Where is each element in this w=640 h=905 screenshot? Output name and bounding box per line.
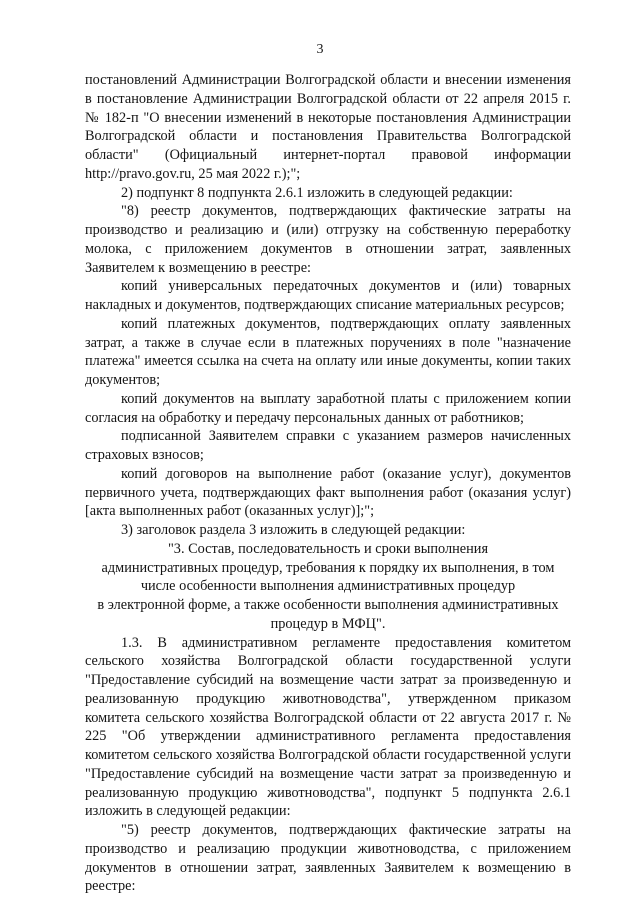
paragraph-6: копий документов на выплату заработной платы с приложением копии согласия на обработку и передачу персональных данных от работников; [85,390,571,426]
paragraph-10: 1.3. В административном регламенте предоставления комитетом сельского хозяйства Волгоградской области государственной услуги "Предоставление субсидий на возмещение части затрат за произведенную и реализованную продукцию животноводства", утвержденном приказом комитета сельского хозяйства Волгоградской области от 22 августа 2017 г. № 225 "Об утверждении административного регламента предоставления комитетом сельского хозяйства Волгоградской области государственной услуги "Предоставление субсидий на возмещение части затрат за произведенную и реализованную продукцию животноводства", подпункт 5 подпункта 2.6.1 изложить в следующей редакции: [85,634,571,820]
paragraph-2: 2) подпункт 8 подпункта 2.6.1 изложить в следующей редакции: [121,184,513,201]
heading-line-3: числе особенности выполнения административных процедур [140,578,516,595]
page-number: 3 [316,42,324,57]
paragraph-11: "5) реестр документов, подтверждающих фактические затраты на производство и реализацию продукции животноводства, с приложением документов в отношении затрат, заявленных Заявителем к возмещению в реестре: [85,822,571,895]
section-heading [85,540,571,634]
paragraph-3: "8) реестр документов, подтверждающих фактические затраты на производство и реализацию и (или) отгрузку на собственную переработку молока, с приложением документов в отношении затрат, заявленных Заявителем к возмещению в реестре: [85,203,571,276]
paragraph-4: копий универсальных передаточных документов и (или) товарных накладных и документов, подтверждающих списание материальных ресурсов; [85,278,571,313]
paragraph-1: постановлений Администрации Волгоградской области и внесении изменения в постановление Администрации Волгоградской области от 22 апреля 2015 г. № 182-п "О внесении изменений в некоторые постановления Администрации Волгоградской области и постановления Правительства Волгоградской области" (Официальный интернет-портал правовой информации http://pravo.gov.ru, 25 мая 2022 г.);"; [85,72,571,182]
paragraph-5: копий платежных документов, подтверждающих оплату заявленных затрат, а также в случае если в платежных поручениях в поле "назначение платежа" имеется ссылка на счета на оплату или иные документы, копии таких документов; [85,315,571,388]
heading-line-1: "3. Состав, последовательность и сроки выполнения [167,540,489,557]
heading-line-4: в электронной форме, а также особенности выполнения административных [97,597,559,613]
paragraph-8: копий договоров на выполнение работ (оказание услуг), документов первичного учета, подтверждающих факт выполнения работ (оказания услуг) [акта выполненных работ (оказанных услуг)];"; [85,465,571,520]
paragraph-9: 3) заголовок раздела 3 изложить в следующей редакции: [121,522,466,538]
heading-line-5: процедур в МФЦ". [270,615,386,632]
paragraph-7: подписанной Заявителем справки с указанием размеров начисленных страховых взносов; [85,428,571,463]
heading-line-2: административных процедур, требования к порядку их выполнения, в том [101,559,555,576]
document-body [85,71,571,896]
